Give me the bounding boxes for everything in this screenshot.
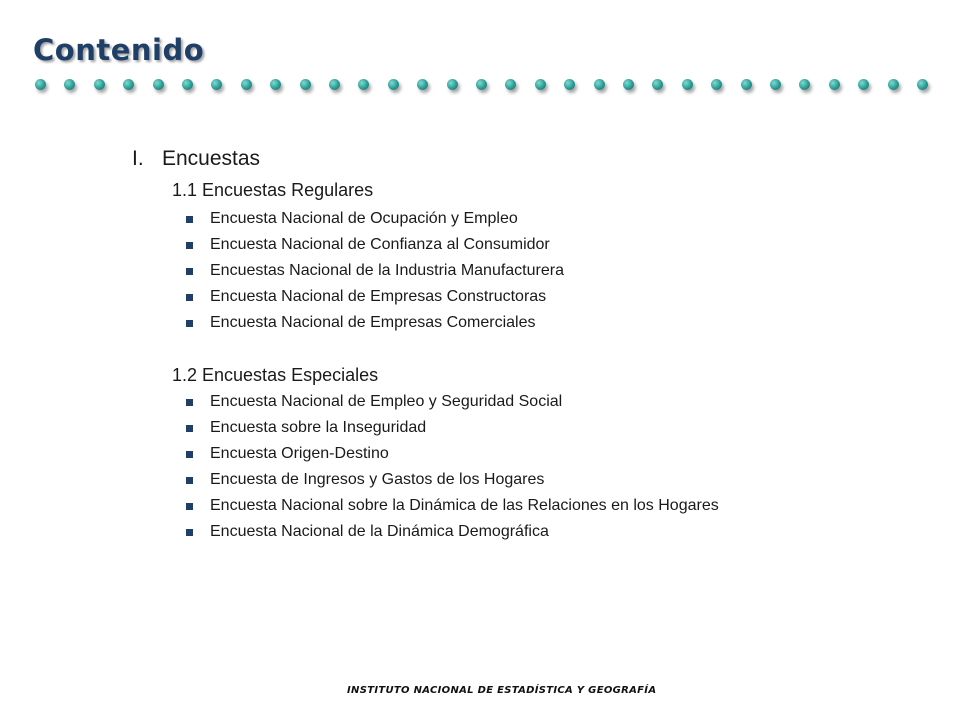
divider-dot [741,79,752,90]
divider-dot [623,79,634,90]
divider-dot [505,79,516,90]
list-item-text: Encuesta Nacional de Ocupación y Empleo [210,210,518,227]
list-item-text: Encuesta Nacional de Empleo y Seguridad Social [210,393,563,410]
bullet-square-icon [186,320,193,327]
list-item [186,419,719,445]
regular-surveys-list [186,210,564,340]
section-label: Encuestas [162,147,261,170]
list-item-text: Encuesta Nacional de Empresas Comerciales [210,314,536,331]
bullet-square-icon [186,503,193,510]
divider-dot [652,79,663,90]
divider-dot [388,79,399,90]
dotted-divider [35,79,930,95]
list-item [186,445,719,471]
divider-dot [35,79,46,90]
divider-dot [211,79,222,90]
divider-dot [594,79,605,90]
bullet-square-icon [186,425,193,432]
list-item [186,236,564,262]
bullet-square-icon [186,294,193,301]
list-item [186,262,564,288]
list-item [186,393,719,419]
divider-dot [829,79,840,90]
divider-dot [917,79,928,90]
list-item-text: Encuesta de Ingresos y Gastos de los Hogares [210,471,545,488]
list-item-text: Encuesta Nacional de Confianza al Consumidor [210,236,550,253]
divider-dot [535,79,546,90]
subsection-heading: 1.1 Encuestas Regulares [172,180,374,200]
slide-title: Contenido [33,33,205,67]
list-item [186,288,564,314]
divider-dot [447,79,458,90]
divider-dot [564,79,575,90]
divider-dot [476,79,487,90]
list-item [186,314,564,340]
divider-dot [858,79,869,90]
bullet-square-icon [186,242,193,249]
special-surveys-list [186,393,719,549]
list-item [186,497,719,523]
institution-footer: INSTITUTO NACIONAL DE ESTADÍSTICA Y GEOGRAFÍA [347,685,657,696]
bullet-square-icon [186,399,193,406]
divider-dot [329,79,340,90]
list-item-text: Encuesta Nacional sobre la Dinámica de las Relaciones en los Hogares [210,497,719,514]
bullet-square-icon [186,216,193,223]
divider-dot [770,79,781,90]
divider-dot [799,79,810,90]
list-item-text: Encuestas Nacional de la Industria Manufacturera [210,262,564,279]
section-heading [132,148,260,169]
divider-dot [711,79,722,90]
divider-dot [682,79,693,90]
list-item-text: Encuesta sobre la Inseguridad [210,419,427,436]
section-numeral: I. [132,147,144,170]
bullet-square-icon [186,477,193,484]
divider-dot [123,79,134,90]
bullet-square-icon [186,268,193,275]
divider-dot [358,79,369,90]
list-item [186,471,719,497]
divider-dot [270,79,281,90]
divider-dot [153,79,164,90]
divider-dot [94,79,105,90]
divider-dot [64,79,75,90]
list-item-text: Encuesta Origen-Destino [210,445,389,462]
bullet-square-icon [186,451,193,458]
subsection-heading: 1.2 Encuestas Especiales [172,365,379,385]
bullet-square-icon [186,529,193,536]
divider-dot [417,79,428,90]
list-item-text: Encuesta Nacional de Empresas Constructoras [210,288,547,305]
list-item [186,210,564,236]
divider-dot [300,79,311,90]
divider-dot [888,79,899,90]
list-item-text: Encuesta Nacional de la Dinámica Demográfica [210,523,549,540]
divider-dot [182,79,193,90]
list-item [186,523,719,549]
divider-dot [241,79,252,90]
